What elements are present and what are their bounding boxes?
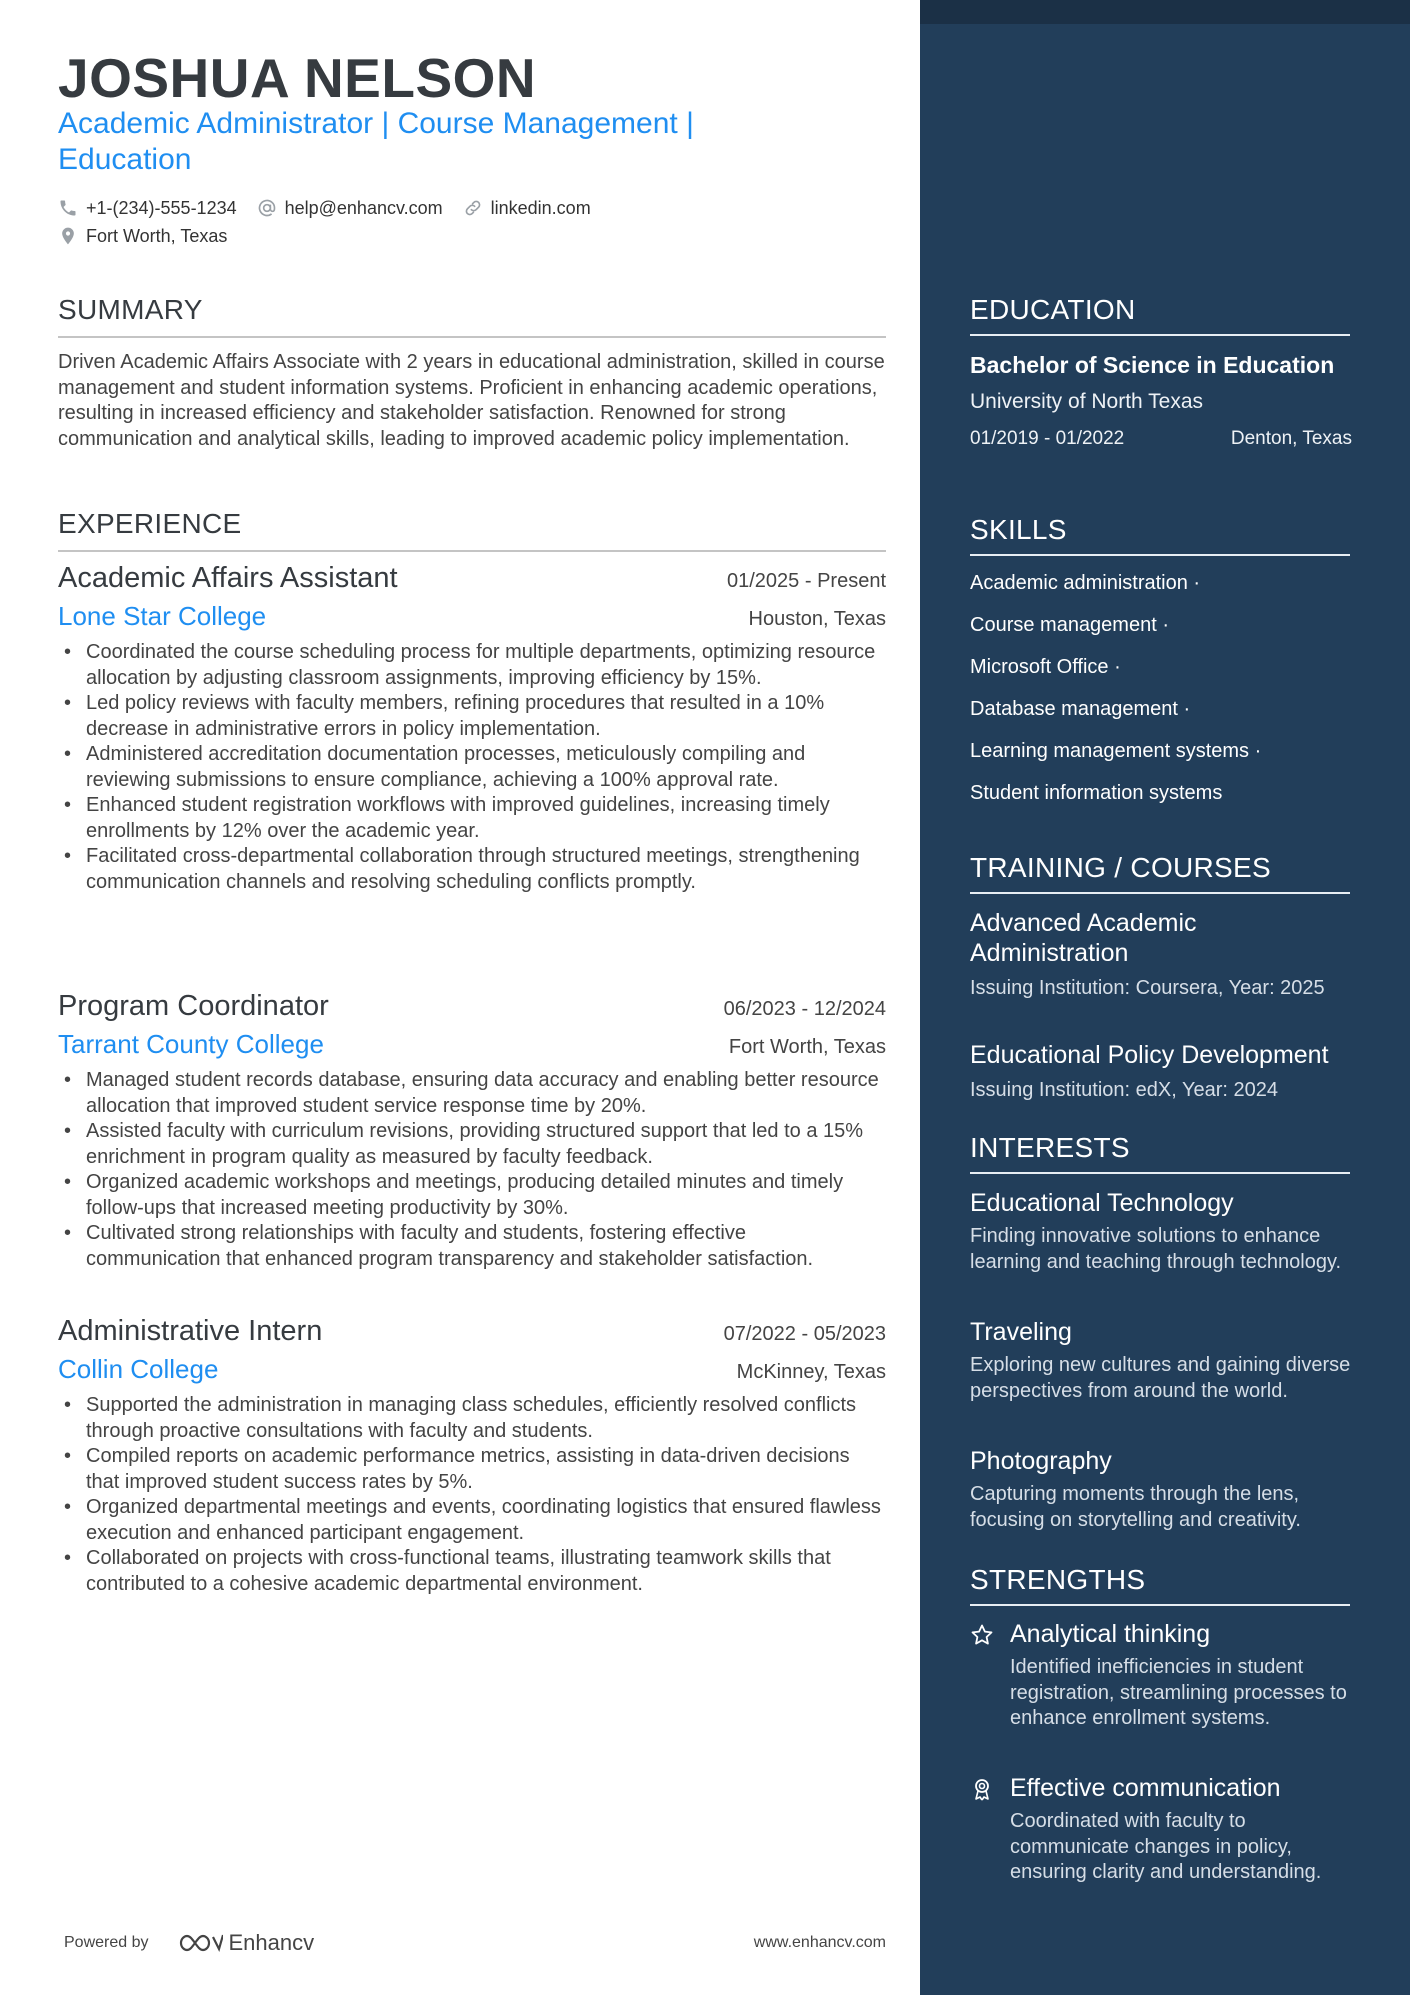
contact-info <box>58 194 611 250</box>
interest-title: Photography <box>970 1447 1112 1475</box>
skill-item: Course management · <box>970 614 1169 636</box>
brand-name: Enhancv <box>228 1930 315 1955</box>
job-bullets <box>58 640 886 895</box>
phone-text[interactable]: +1-(234)-555-1234 <box>86 197 237 218</box>
training-desc: Issuing Institution: Coursera, Year: 2025 <box>970 977 1325 999</box>
list-item: • Led policy reviews with faculty members, refining procedures that resulted in a 10% decrease in administrative errors in policy implementation. <box>58 691 886 742</box>
education-location: Denton, Texas <box>1230 428 1352 449</box>
job-entry <box>58 562 886 895</box>
powered-by-label: Powered by <box>64 1934 149 1951</box>
interest-entry <box>970 1188 1352 1275</box>
list-item: • Organized departmental meetings and events, coordinating logistics that ensured flawless execution and enhanced participant engagement. <box>58 1495 886 1546</box>
interest-desc: Finding innovative solutions to enhance learning and teaching through technology. <box>970 1225 1342 1273</box>
candidate-name: JOSHUA NELSON <box>58 47 537 109</box>
location-text: Fort Worth, Texas <box>86 225 228 246</box>
phone-icon <box>58 198 78 218</box>
list-item: • Collaborated on projects with cross-functional teams, illustrating teamwork skills that contributed to a cohesive academic departmental environment. <box>58 1546 886 1597</box>
job-entry <box>58 1315 886 1597</box>
footer-url[interactable]: www.enhancv.com <box>753 1934 886 1951</box>
job-company: Lone Star College <box>58 601 267 631</box>
list-item: • Supported the administration in managing class schedules, efficiently resolved conflicts through proactive consultations with faculty and students. <box>58 1393 886 1444</box>
candidate-title: Academic Administrator | Course Management | Education <box>58 107 694 176</box>
job-title: Administrative Intern <box>58 1315 323 1347</box>
interest-desc: Exploring new cultures and gaining diverse perspectives from around the world. <box>970 1354 1351 1402</box>
enhancv-logo-icon <box>177 1931 223 1955</box>
interest-title: Traveling <box>970 1318 1072 1346</box>
training-heading: TRAINING / COURSES <box>970 852 1350 894</box>
skills-heading: SKILLS <box>970 514 1350 556</box>
job-bullets <box>58 1068 886 1272</box>
education-entry <box>970 350 1352 450</box>
star-icon <box>970 1623 994 1647</box>
job-dates: 07/2022 - 05/2023 <box>723 1323 886 1345</box>
summary-heading: SUMMARY <box>58 294 886 338</box>
interest-entry <box>970 1446 1352 1533</box>
list-item: • Administered accreditation documentation processes, meticulously compiling and reviewing submissions to ensure compliance, achieving a 100% approval rate. <box>58 742 886 793</box>
skill-item: Academic administration · <box>970 572 1201 594</box>
strength-desc: Identified inefficiencies in student registration, streamlining processes to enhance enrollment systems. <box>1010 1656 1347 1729</box>
list-item: • Compiled reports on academic performance metrics, assisting in data-driven decisions that improved student success rates by 5%. <box>58 1444 886 1495</box>
footer <box>64 1930 886 1956</box>
job-dates: 01/2025 - Present <box>727 570 886 592</box>
strength-entry <box>970 1620 1352 1732</box>
skill-item: Student information systems <box>970 782 1223 804</box>
job-dates: 06/2023 - 12/2024 <box>723 998 886 1020</box>
list-item: • Coordinated the course scheduling process for multiple departments, optimizing resource allocation by adjusting classroom assignments, improving efficiency by 15%. <box>58 640 886 691</box>
sidebar <box>920 0 1410 1995</box>
email-text[interactable]: help@enhancv.com <box>284 197 443 218</box>
strength-title: Effective communication <box>1010 1774 1281 1802</box>
training-title: Advanced Academic Administration <box>970 909 1197 967</box>
list-item: • Assisted faculty with curriculum revisions, providing structured support that led to a 15% enrichment in program quality as measured by faculty feedback. <box>58 1119 886 1170</box>
education-degree: Bachelor of Science in Education <box>970 352 1335 378</box>
award-ribbon-icon <box>970 1777 994 1801</box>
education-heading: EDUCATION <box>970 294 1350 336</box>
training-desc: Issuing Institution: edX, Year: 2024 <box>970 1079 1278 1101</box>
location-pin-icon <box>58 226 78 246</box>
training-entry <box>970 1040 1352 1104</box>
education-school: University of North Texas <box>970 390 1204 413</box>
training-entry <box>970 908 1352 1002</box>
list-item: • Managed student records database, ensuring data accuracy and enabling better resource allocation that improved student service response time by 20%. <box>58 1068 886 1119</box>
job-location: Fort Worth, Texas <box>728 1036 886 1058</box>
skills-list <box>970 570 1352 822</box>
list-item: • Organized academic workshops and meetings, producing detailed minutes and timely follow-ups that increased meeting productivity by 30%. <box>58 1170 886 1221</box>
list-item: • Cultivated strong relationships with faculty and students, fostering effective communication that enhanced program transparency and stakeholder satisfaction. <box>58 1221 886 1272</box>
job-title: Academic Affairs Assistant <box>58 562 398 594</box>
strength-title: Analytical thinking <box>1010 1620 1211 1648</box>
experience-heading: EXPERIENCE <box>58 508 886 552</box>
linkedin-text[interactable]: linkedin.com <box>490 197 591 218</box>
interest-entry <box>970 1317 1352 1404</box>
education-dates: 01/2019 - 01/2022 <box>970 428 1125 449</box>
summary-text: Driven Academic Affairs Associate with 2 years in educational administration, skilled in course management and student information systems. Proficient in enhancing academic operations, resulting in increased efficiency and stakeholder satisfaction. Renowned for strong communication and analytical skills, leading to improved academic policy implementation. <box>58 351 885 450</box>
training-title: Educational Policy Development <box>970 1041 1329 1069</box>
interest-title: Educational Technology <box>970 1189 1234 1217</box>
skill-item: Microsoft Office · <box>970 656 1121 678</box>
job-entry <box>58 990 886 1272</box>
job-company: Collin College <box>58 1354 219 1384</box>
link-icon <box>463 198 483 218</box>
interest-desc: Capturing moments through the lens, focusing on storytelling and creativity. <box>970 1483 1301 1531</box>
list-item: • Enhanced student registration workflows with improved guidelines, increasing timely enrollments by 12% over the academic year. <box>58 793 886 844</box>
strength-desc: Coordinated with faculty to communicate changes in policy, ensuring clarity and understanding. <box>1010 1810 1322 1883</box>
strengths-heading: STRENGTHS <box>970 1564 1350 1606</box>
list-item: • Facilitated cross-departmental collaboration through structured meetings, strengthening communication channels and resolving scheduling conflicts promptly. <box>58 844 886 895</box>
job-location: McKinney, Texas <box>736 1361 886 1383</box>
sidebar-top-bar <box>920 0 1410 24</box>
strength-entry <box>970 1774 1352 1886</box>
interests-heading: INTERESTS <box>970 1132 1350 1174</box>
job-bullets <box>58 1393 886 1597</box>
job-title: Program Coordinator <box>58 990 329 1022</box>
job-location: Houston, Texas <box>748 608 886 630</box>
job-company: Tarrant County College <box>58 1029 324 1059</box>
skill-item: Database management · <box>970 698 1191 720</box>
at-icon <box>257 198 277 218</box>
enhancv-logo[interactable] <box>177 1930 315 1956</box>
skill-item: Learning management systems · <box>970 740 1262 762</box>
